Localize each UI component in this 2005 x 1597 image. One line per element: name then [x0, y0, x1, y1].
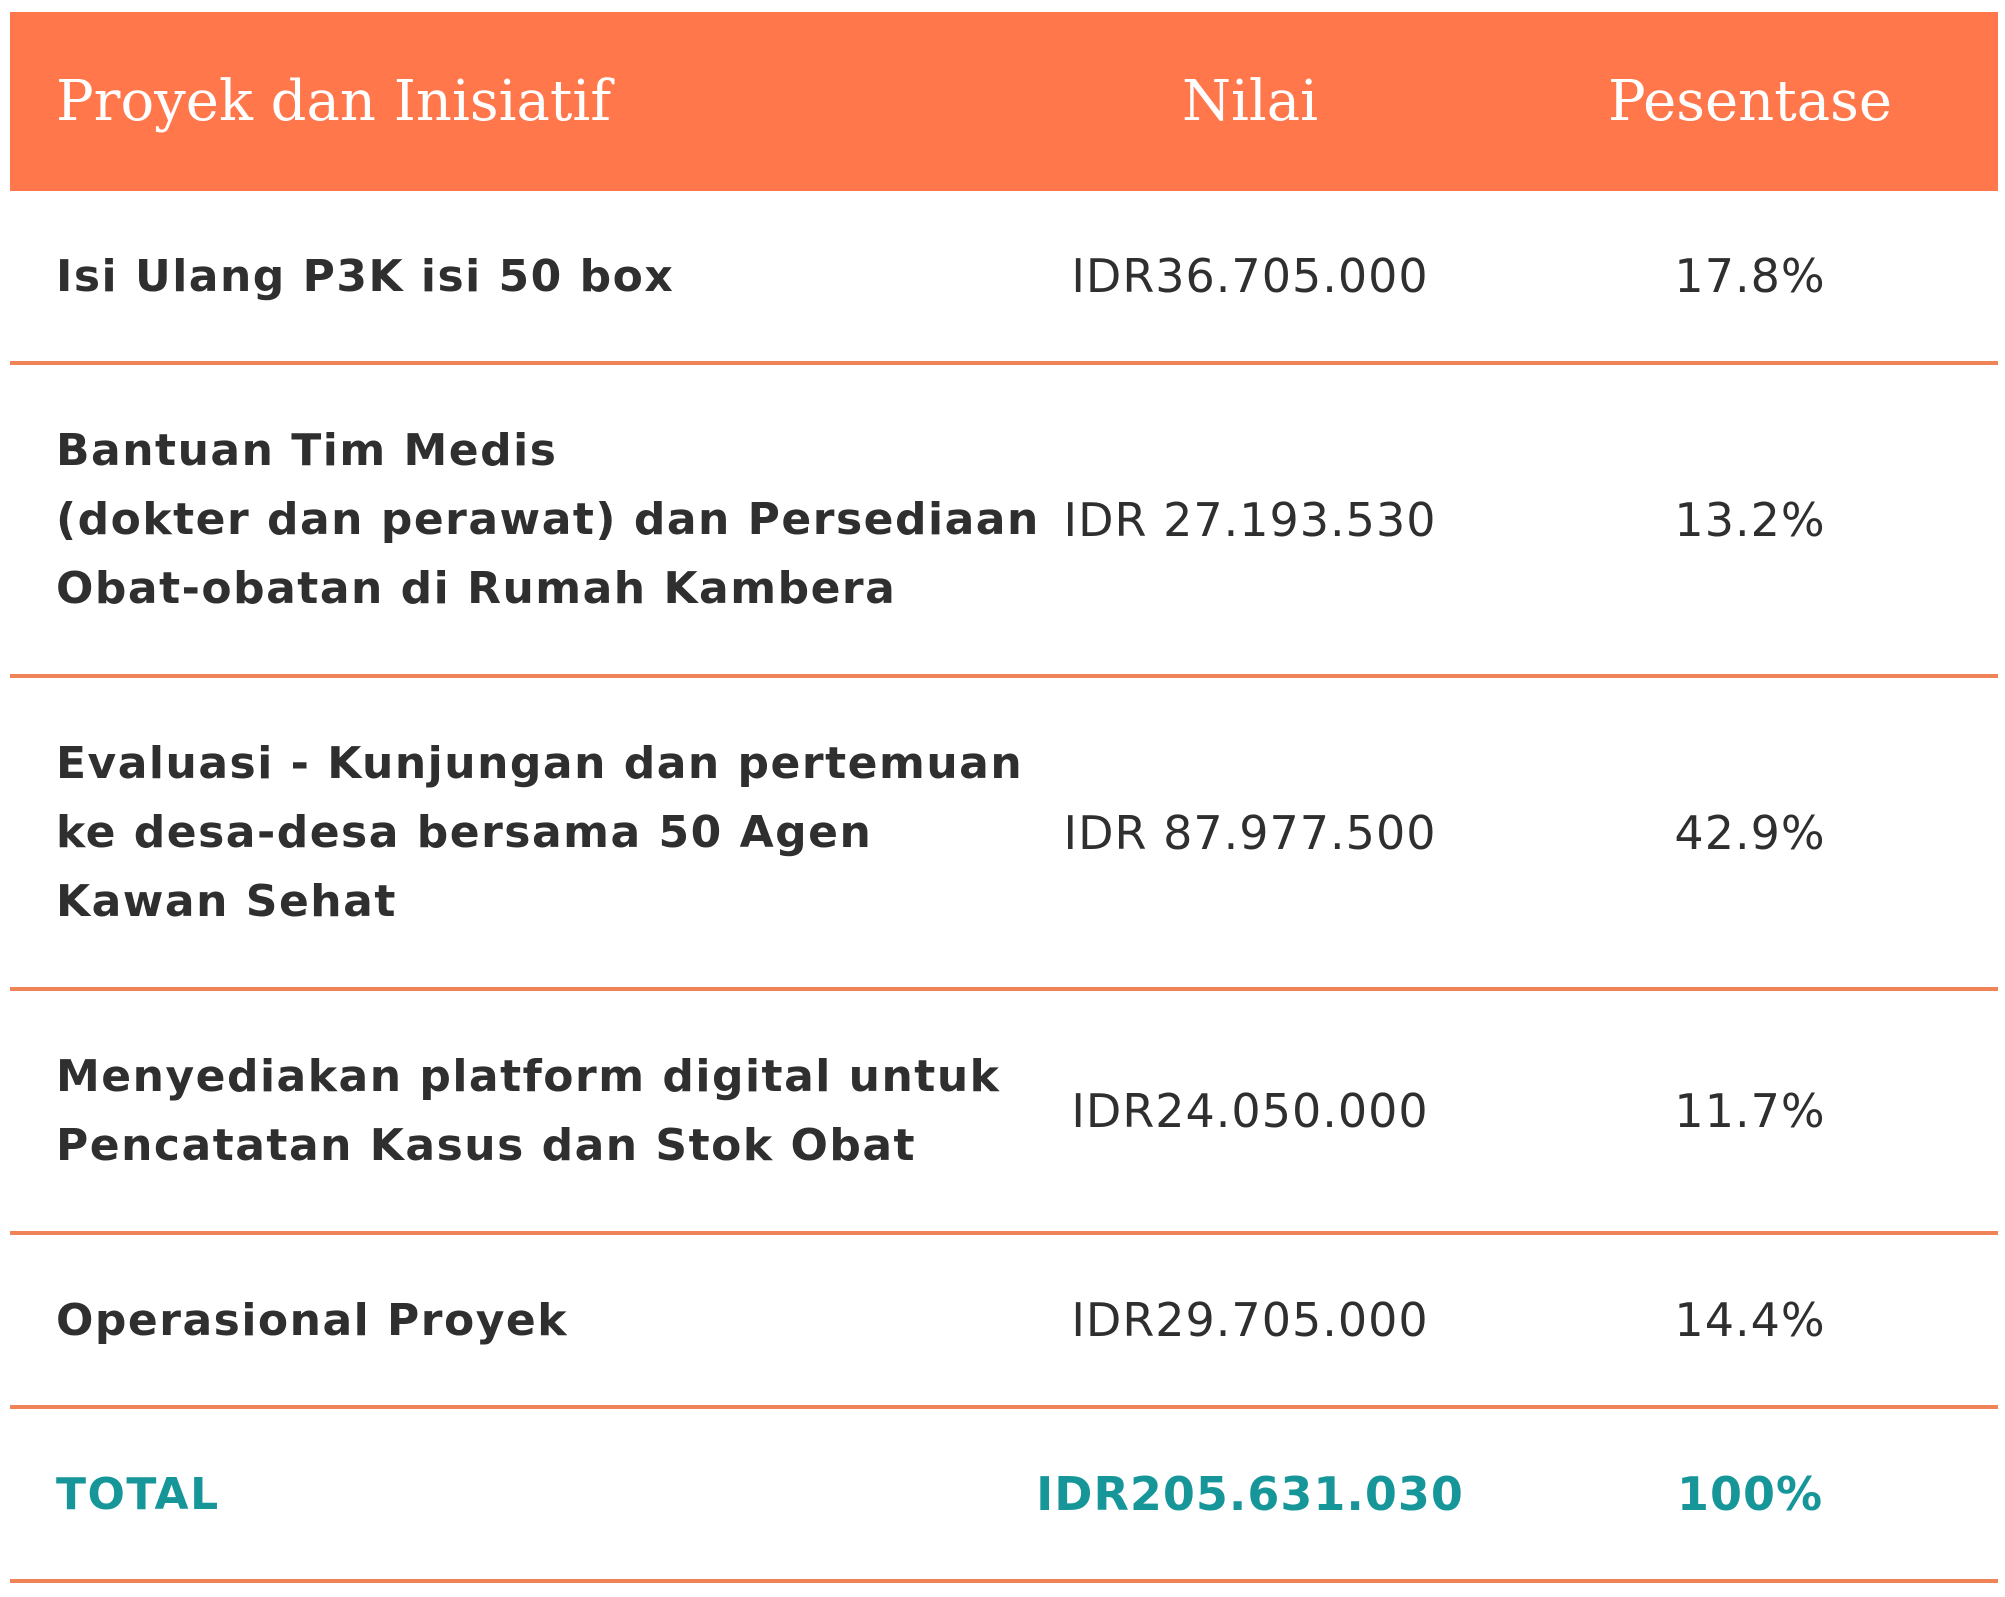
row-value: IDR29.705.000	[1071, 1293, 1429, 1347]
header-value: Nilai	[1181, 69, 1319, 134]
table-row	[10, 991, 1998, 1235]
row-name: Operasional Proyek	[56, 1294, 569, 1346]
header-percentage: Pesentase	[1607, 69, 1893, 134]
table-row	[10, 191, 1998, 365]
table-row	[10, 365, 1998, 678]
row-name: Menyediakan platform digital untuk Pencatatan Kasus dan Stok Obat	[56, 1051, 1001, 1171]
table-row	[10, 678, 1998, 991]
header-project: Proyek dan Inisiatif	[56, 69, 612, 134]
row-percentage: 42.9%	[1674, 805, 1826, 860]
total-value: IDR205.631.030	[1036, 1467, 1464, 1521]
row-value: IDR 87.977.500	[1063, 805, 1437, 860]
row-value: IDR24.050.000	[1071, 1084, 1429, 1138]
row-percentage: 14.4%	[1674, 1293, 1826, 1347]
row-name: Bantuan Tim Medis (dokter dan perawat) dan Persediaan Obat-obatan di Rumah Kambera	[56, 425, 1040, 614]
row-percentage: 17.8%	[1674, 249, 1826, 303]
budget-table	[10, 12, 1998, 1583]
row-percentage: 11.7%	[1674, 1084, 1826, 1138]
row-name: Evaluasi - Kunjungan dan pertemuan ke desa-desa bersama 50 Agen Kawan Sehat	[56, 738, 1024, 927]
row-name: Isi Ulang P3K isi 50 box	[56, 250, 675, 302]
row-value: IDR 27.193.530	[1063, 492, 1437, 547]
table-row	[10, 1235, 1998, 1409]
row-value: IDR36.705.000	[1071, 249, 1429, 303]
total-percentage: 100%	[1676, 1467, 1824, 1521]
total-label: TOTAL	[56, 1468, 220, 1520]
total-row	[10, 1409, 1998, 1583]
table-header	[10, 12, 1998, 191]
row-percentage: 13.2%	[1674, 492, 1826, 547]
